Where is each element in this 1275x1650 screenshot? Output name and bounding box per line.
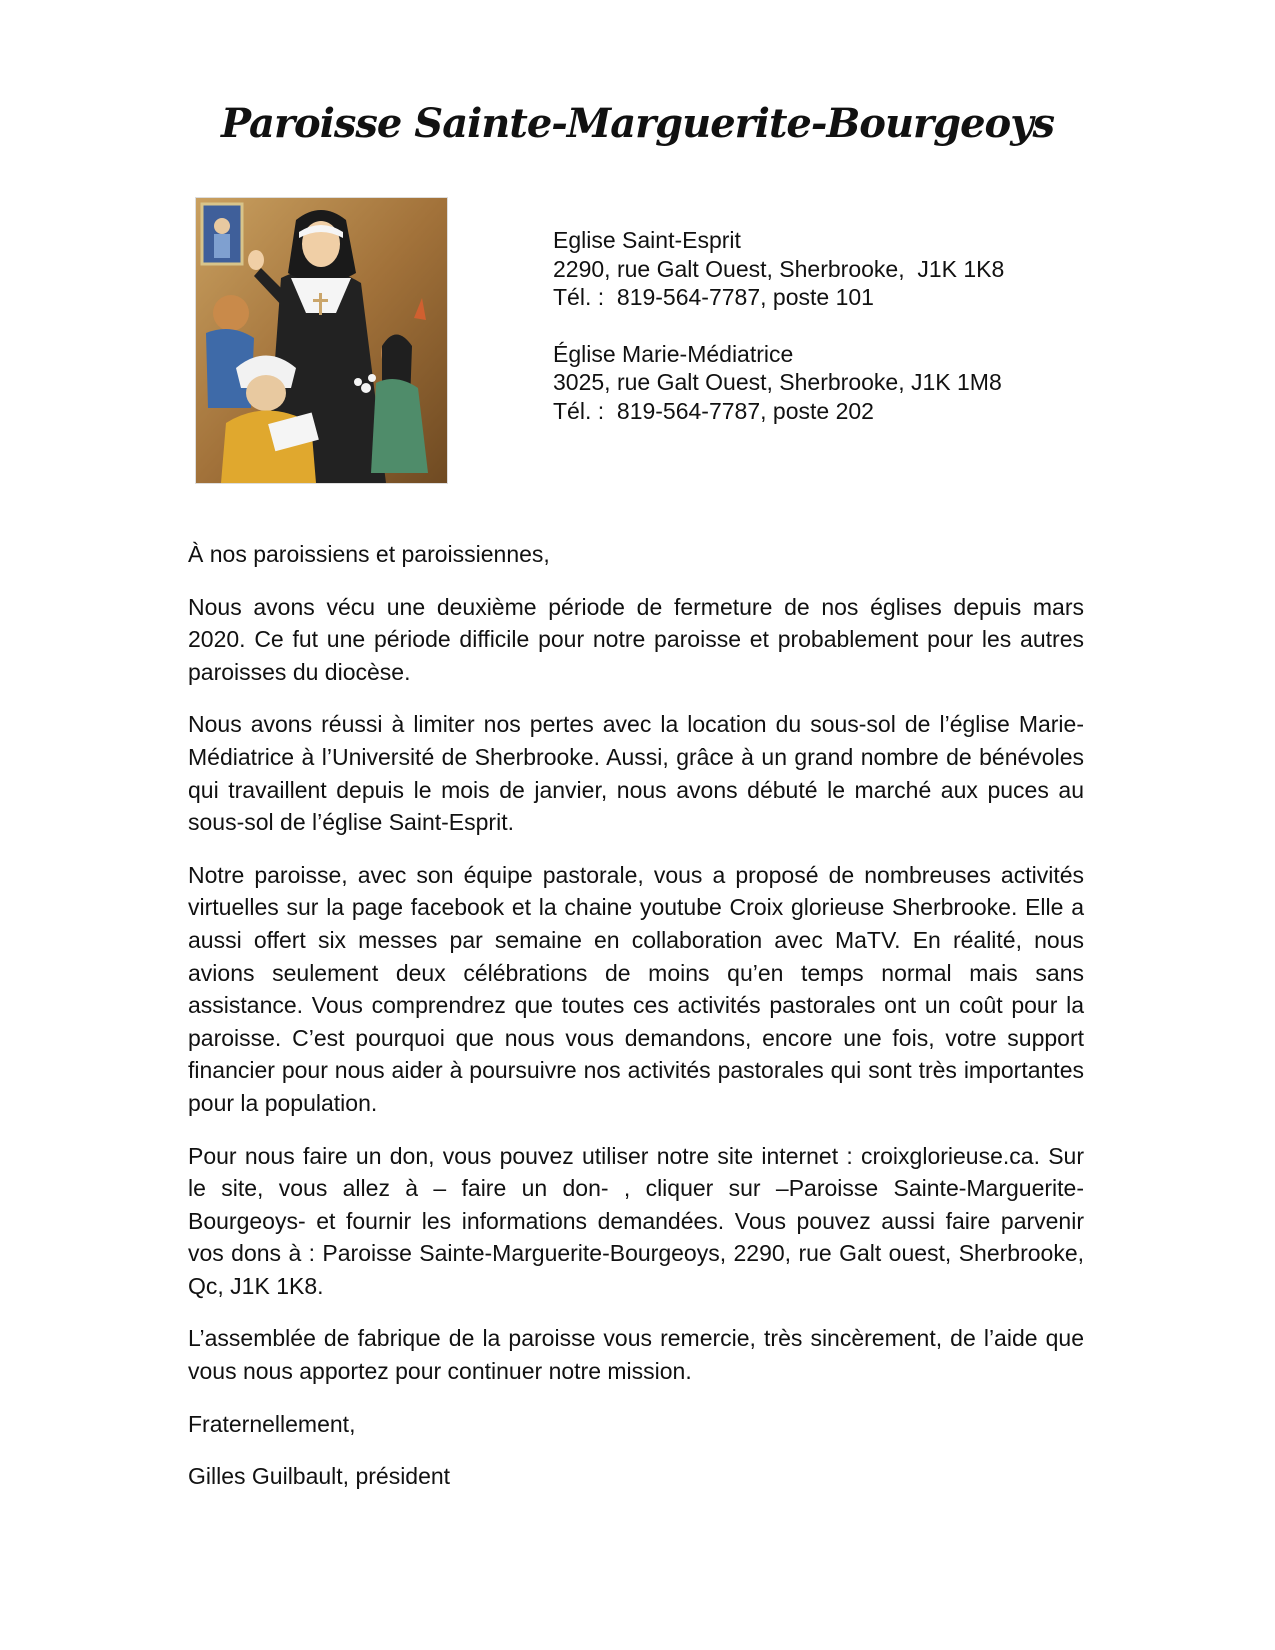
church-addresses [553,226,1004,453]
letter-body [188,538,1084,1513]
letter-paragraph: L’assemblée de fabrique de la paroisse vous remercie, très sincèrement, de l’aide que vous nous apportez pour continuer notre mission. [188,1325,1084,1385]
church-name: Église Marie-Médiatrice [553,340,794,367]
church-phone: Tél. : 819-564-7787, poste 202 [553,397,874,424]
letter-paragraph: Nous avons réussi à limiter nos pertes avec la location du sous-sol de l’église Marie-Médiatrice à l’Université de Sherbrooke. Aussi, grâce à un grand nombre de bénévoles qui travaillent depuis le mois de janvier, nous avons débuté le marché aux puces au sous-sol de l’église Saint-Esprit. [188,711,1084,836]
church-name: Eglise Saint-Esprit [553,227,741,253]
letter-closing: Fraternellement, [188,1410,356,1437]
church-saint-esprit [553,226,1004,312]
letter-paragraph: Pour nous faire un don, vous pouvez utiliser notre site internet : croixglorieuse.ca. Sur le site, vous allez à – faire un don- , cliquer sur –Paroisse Sainte-Marguerite-Bourgeoys- et fournir les informations demandées. Vous pouvez aussi faire parvenir vos dons à : Paroisse Sainte-Marguerite-Bourgeoys, 2290, rue Galt ouest, Sherbrooke, Qc, J1K 1K8. [188,1142,1084,1299]
church-address: 2290, rue Galt Ouest, Sherbrooke, J1K 1K8 [553,255,1005,282]
letter-paragraph: Nous avons vécu une deuxième période de fermeture de nos églises depuis mars 2020. Ce fut une période difficile pour notre paroisse et probablement pour les autres paroisses du diocèse. [188,593,1084,685]
page-title: Paroisse Sainte-Marguerite-Bourgeoys [221,100,1054,147]
letter-greeting: À nos paroissiens et paroissiennes, [188,541,550,567]
church-marie-mediatrice [553,340,1004,426]
church-address: 3025, rue Galt Ouest, Sherbrooke, J1K 1M8 [553,369,1002,395]
letter-signature: Gilles Guilbault, président [188,1463,451,1490]
church-phone: Tél. : 819-564-7787, poste 101 [553,284,874,310]
letter-paragraph: Notre paroisse, avec son équipe pastorale, vous a proposé de nombreuses activités virtuelles sur la page facebook et la chaine youtube Croix glorieuse Sherbrooke. Elle a aussi offert six messes par semaine en collaboration avec MaTV. En réalité, nous avions seulement deux célébrations de moins qu’en temps normal mais sans assistance. Vous comprendrez que toutes ces activités pastorales ont un coût pour la paroisse. C’est pourquoi que nous vous demandons, encore une fois, votre support financier pour nous aider à poursuivre nos activités pastorales qui sont très importantes pour la population. [188,861,1084,1116]
saint-marguerite-illustration [195,197,448,484]
